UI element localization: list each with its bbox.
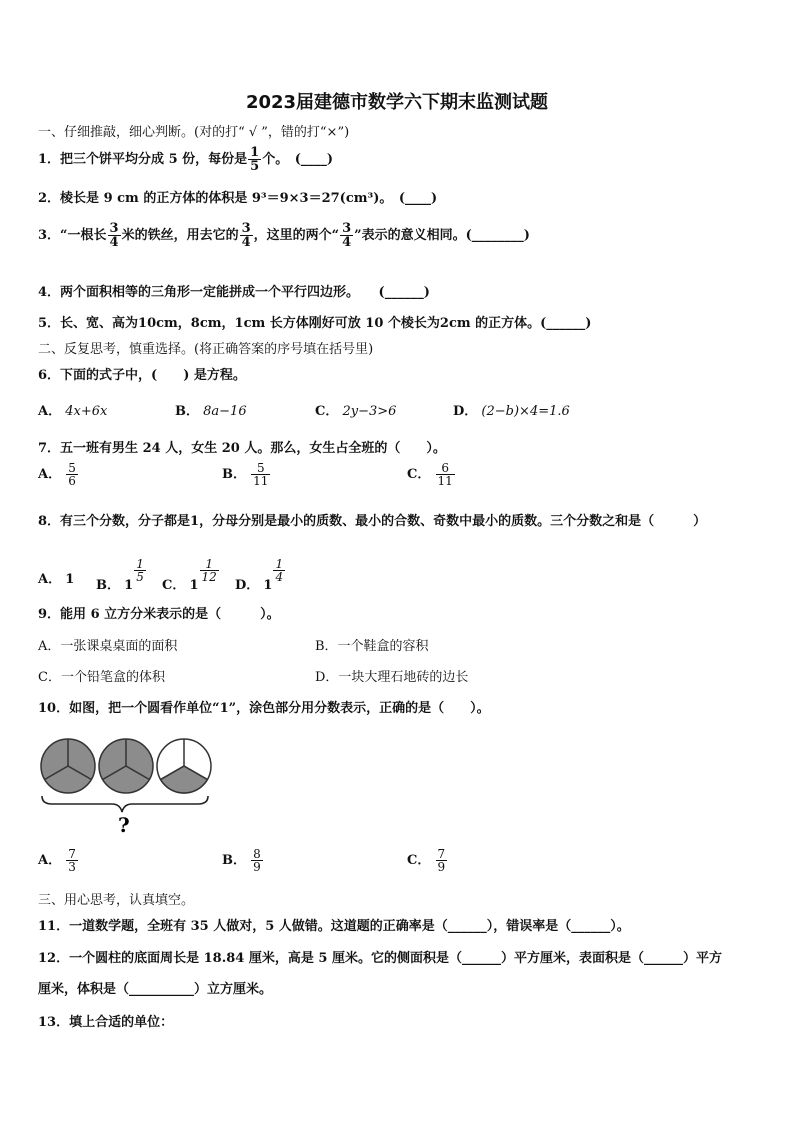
brace	[42, 796, 208, 812]
fraction: $\frac{3}{4}$	[342, 221, 352, 250]
question-12-line-2: 厘米，体积是（__________）立方厘米。	[38, 982, 273, 997]
q6-option-d: D． (2−b)×4=1.6	[453, 404, 570, 419]
circle-2	[99, 739, 153, 793]
question-11: 11．一道数学题，全班有 35 人做对，5 人做错。这道题的正确率是（______），错误率是（______）。	[38, 919, 630, 934]
q3-text: 3．“一根长	[38, 228, 107, 243]
q9-option-c: C．一个铅笔盒的体积	[38, 670, 165, 685]
section-heading-1: 一、仔细推敲，细心判断。(对的打“ √ ”，错的打“×”)	[38, 125, 350, 140]
question-4: 4．两个面积相等的三角形一定能拼成一个平行四边形。 (______)	[38, 285, 430, 300]
q8-option-b: B． 1 $\frac{1}{5}$	[96, 557, 144, 593]
q10-option-b: B． $\frac{8}{9}$	[222, 847, 261, 874]
question-12-line-1: 12．一个圆柱的底面周长是 18.84 厘米，高是 5 厘米。它的侧面积是（______）平方厘米，表面积是（______）平方	[38, 951, 722, 966]
q6-option-c: C． 2y−3>6	[315, 404, 397, 419]
question-8: 8．有三个分数，分子都是1，分母分别是最小的质数、最小的合数、奇数中最小的质数。三个分数之和是（ ）	[38, 514, 707, 529]
question-3	[38, 222, 530, 249]
q7-option-b: B． $\frac{5}{11}$	[222, 461, 269, 488]
question-13: 13．填上合适的单位：	[38, 1015, 174, 1030]
section-heading-3: 三、用心思考，认真填空。	[38, 893, 195, 908]
q10-option-c: C． $\frac{7}{9}$	[407, 847, 446, 874]
q9-option-b: B．一个鞋盒的容积	[315, 639, 429, 654]
circle-1	[41, 739, 95, 793]
figure-question-mark: ?	[118, 813, 130, 836]
question-10: 10．如图，把一个圆看作单位“1”，涂色部分用分数表示，正确的是（ ）。	[38, 701, 490, 716]
q6-option-a: A． 4x+6x	[38, 404, 108, 419]
question-6: 6．下面的式子中，( ) 是方程。	[38, 368, 246, 383]
q9-option-a: A．一张课桌桌面的面积	[38, 639, 178, 654]
q8-option-a: A． 1	[38, 572, 75, 587]
fraction: $\frac{3}{4}$	[241, 221, 251, 250]
question-1	[38, 146, 333, 173]
q3-text: ，这里的两个“	[253, 228, 340, 243]
q8-option-c: C． 1 $\frac{1}{12}$	[162, 557, 217, 593]
q8-option-d: D． 1 $\frac{1}{4}$	[235, 557, 284, 593]
q10-option-a: A． $\frac{7}{3}$	[38, 847, 76, 874]
fraction: $\frac{3}{4}$	[109, 221, 119, 250]
q7-option-c: C． $\frac{6}{11}$	[407, 461, 453, 488]
question-5: 5．长、宽、高为10cm，8cm，1cm 长方体刚好可放 10 个棱长为2cm 的正方体。(______)	[38, 316, 592, 331]
q3-text: 米的铁丝，用去它的	[121, 228, 239, 243]
page-title: 2023届建德市数学六下期末监测试题	[245, 92, 549, 113]
q3-answer-blank: ”表示的意义相同。(________)	[354, 228, 530, 243]
fraction: $\frac{1}{5}$	[250, 145, 260, 174]
circle-3	[157, 739, 211, 793]
circles-figure	[38, 736, 218, 836]
q6-option-b: B． 8a−16	[175, 404, 247, 419]
question-2: 2．棱长是 9 cm 的正方体的体积是 9³＝9×3＝27(cm³)。 (____)	[38, 191, 438, 206]
question-9: 9．能用 6 立方分米表示的是（ ）。	[38, 607, 280, 622]
q9-option-d: D．一块大理石地砖的边长	[315, 670, 469, 685]
question-7: 7．五一班有男生 24 人，女生 20 人。那么，女生占全班的（ ）。	[38, 441, 446, 456]
q1-answer-blank: 个。 (____)	[262, 152, 334, 167]
q1-text: 1．把三个饼平均分成 5 份，每份是	[38, 152, 248, 167]
section-heading-2: 二、反复思考，慎重选择。(将正确答案的序号填在括号里)	[38, 342, 374, 357]
q7-option-a: A． $\frac{5}{6}$	[38, 461, 76, 488]
